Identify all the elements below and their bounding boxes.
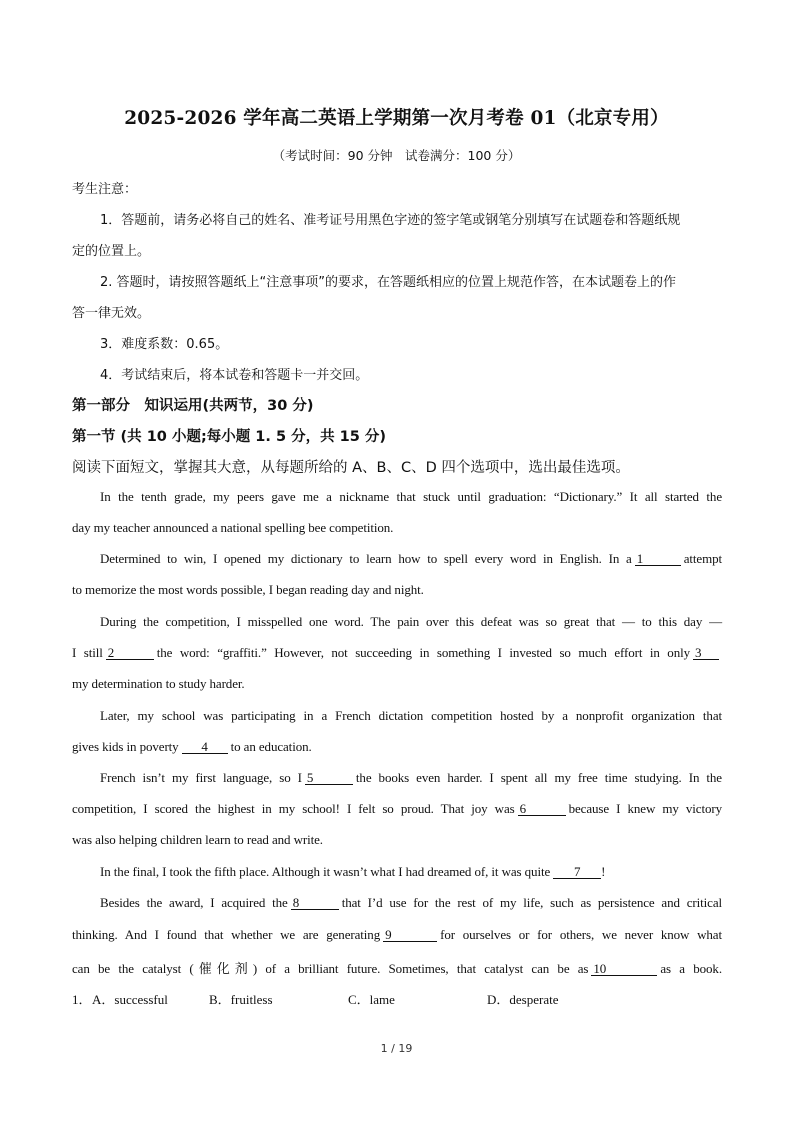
passage-p1-line-2: day my teacher announced a national spelling bee competition. [72,520,394,535]
passage-p3-line-2 [72,645,722,661]
exam-meta: （考试时间：90 分钟 试卷满分：100 分） [272,148,521,163]
notice-item-1-line-2: 定的位置上。 [72,244,151,259]
notice-item-1-line-1: 1．答题前，请务必将自己的姓名、准考证号用黑色字迹的签字笔或钢笔分别填写在试题卷和答题纸规 [100,213,681,228]
passage-text: that I’d use for the rest of my life, such as persistence and critical [341,895,722,910]
passage-text: I still [72,645,103,660]
passage-p4-line-1: Later, my school was participating in a French dictation competition hosted by a nonprofit organization that [100,708,722,723]
question-1-number: 1． [72,992,92,1007]
part-heading: 第一部分 知识运用(共两节，30 分) [72,398,314,414]
notice-item-2-line-2: 答一律无效。 [72,306,151,321]
passage-text: Determined to win, I opened my dictionary to learn how to spell every word in English. In a [100,551,632,566]
blank-4: 4 [182,740,228,754]
passage-p5-line-1 [100,770,722,786]
option-b[interactable]: B．fruitless [209,992,273,1007]
passage-text: French isn’t my first language, so I [100,770,302,785]
notice-item-3: 3．难度系数：0.65。 [100,337,229,352]
passage-text: competition, I scored the highest in my school! I felt so proud. That joy was [72,801,515,816]
blank-1: 1 [635,552,681,566]
instruction: 阅读下面短文，掌握其大意，从每题所给的 A、B、C、D 四个选项中，选出最佳选项。 [72,460,630,476]
passage-text: can be the catalyst (催化剂) of a brilliant future. Sometimes, that catalyst can be as [72,961,589,976]
passage-text: to an education. [230,739,312,754]
passage-p2-line-1 [100,551,722,567]
notice-item-4: 4．考试结束后，将本试卷和答题卡一并交回。 [100,368,369,383]
passage-p6-line-1 [100,864,722,880]
passage-p5-line-3: was also helping children learn to read and write. [72,832,323,847]
passage-p7-line-1 [100,895,722,911]
passage-text: ! [601,864,606,879]
option-c[interactable]: C．lame [348,992,395,1007]
passage-text: because I knew my victory [568,801,723,816]
passage-p7-line-2 [72,927,722,943]
passage-text: the word: “graffiti.” However, not succeeding in something I invested so much effort in only [156,645,691,660]
blank-2: 2 [106,646,154,660]
blank-8: 8 [291,896,339,910]
passage-text: thinking. And I found that whether we are generating [72,927,381,942]
passage-p4-line-2 [72,739,722,755]
passage-p1-line-1: In the tenth grade, my peers gave me a nickname that stuck until graduation: “Dictionary.” It all started the [100,489,722,504]
passage-text: attempt [683,551,722,566]
passage-text: gives kids in poverty [72,739,179,754]
blank-10: 10 [591,962,657,976]
page-title: 2025-2026 学年高二英语上学期第一次月考卷 01（北京专用） [124,108,669,129]
blank-7: 7 [553,865,601,879]
passage-p3-line-1: During the competition, I misspelled one word. The pain over this defeat was so great that — to this day — [100,614,722,629]
passage-p5-line-2 [72,801,722,817]
passage-p2-line-2: to memorize the most words possible, I began reading day and night. [72,582,424,597]
blank-6: 6 [518,802,566,816]
blank-9: 9 [383,928,437,942]
passage-text: the books even harder. I spent all my free time studying. In the [355,770,722,785]
notice-item-2-line-1: 2. 答题时，请按照答题纸上“注意事项”的要求，在答题纸相应的位置上规范作答，在本试题卷上的作 [100,275,677,290]
blank-5: 5 [305,771,353,785]
notice-heading: 考生注意： [72,182,138,197]
passage-text: as a book. [660,961,722,976]
passage-text: Besides the award, I acquired the [100,895,288,910]
passage-p7-line-3 [72,958,722,977]
section-heading: 第一节 (共 10 小题;每小题 1. 5 分，共 15 分) [72,429,386,445]
passage-text: for ourselves or for others, we never know what [440,927,722,942]
passage-p3-line-3: my determination to study harder. [72,676,245,691]
blank-3: 3 [693,646,719,660]
page-number: 1 / 19 [380,1042,413,1055]
option-a[interactable]: A．successful [92,992,168,1007]
passage-text: In the final, I took the fifth place. Although it wasn’t what I had dreamed of, it was quite [100,864,551,879]
option-d[interactable]: D．desperate [487,992,559,1007]
